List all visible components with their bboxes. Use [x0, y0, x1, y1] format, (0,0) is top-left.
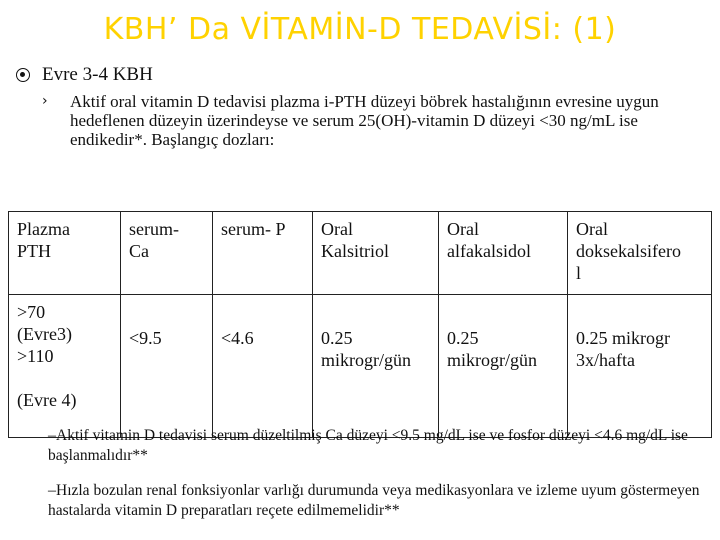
- chevron-right-icon: ›: [42, 93, 48, 109]
- header-serum-ca: serum- Ca: [121, 212, 213, 295]
- bullet-evre: [16, 64, 153, 86]
- note-1-text: Aktif vitamin D tedavisi serum düzeltilmiş Ca düzeyi <9.5 mg/dL ise ve fosfor düzeyi <4.6 mg/dL ise başlanmalıdır**: [48, 427, 688, 464]
- header-oral-doksekalsiferol: Oral doksekalsifero l: [568, 212, 712, 295]
- sub-bullet: [42, 92, 718, 149]
- header-oral-kalsitriol: Oral Kalsitriol: [313, 212, 439, 295]
- table-row: [9, 295, 712, 438]
- note-2-text: Hızla bozulan renal fonksiyonlar varlığı durumunda veya medikasyonlara ve izleme uyum göstermeyen hastalarda vitamin D preparatları reçete edilmemelidir**: [48, 482, 700, 519]
- target-bullet-icon: [16, 68, 30, 82]
- header-serum-p: serum- P: [213, 212, 313, 295]
- note-1: [48, 426, 708, 466]
- cell-ca: <9.5: [121, 295, 213, 438]
- table-header-row: [9, 212, 712, 295]
- cell-kalsitriol: 0.25 mikrogr/gün: [313, 295, 439, 438]
- header-oral-alfakalsidol: Oral alfakalsidol: [439, 212, 568, 295]
- sub-bullet-text: Aktif oral vitamin D tedavisi plazma i-PTH düzeyi böbrek hastalığının evresine uygun hedeflenen düzeyin üzerindeyse ve serum 25(OH)-vitamin D düzeyi <30 ng/mL ise endikedir*. Başlangıç dozları:: [70, 92, 659, 149]
- header-plazma-pth: Plazma PTH: [9, 212, 121, 295]
- cell-alfakalsidol: 0.25 mikrogr/gün: [439, 295, 568, 438]
- dose-table: [8, 211, 712, 438]
- cell-p: <4.6: [213, 295, 313, 438]
- cell-doksekalsiferol: 0.25 mikrogr 3x/hafta: [568, 295, 712, 438]
- note-dash: –: [48, 427, 56, 444]
- bullet-evre-text: Evre 3-4 KBH: [42, 64, 153, 85]
- note-dash: –: [48, 482, 56, 499]
- slide-title: KBH’ Da VİTAMİN-D TEDAVİSİ: (1): [103, 12, 617, 47]
- cell-pth: >70 (Evre3) >110 (Evre 4): [9, 295, 121, 438]
- note-2: [48, 481, 708, 521]
